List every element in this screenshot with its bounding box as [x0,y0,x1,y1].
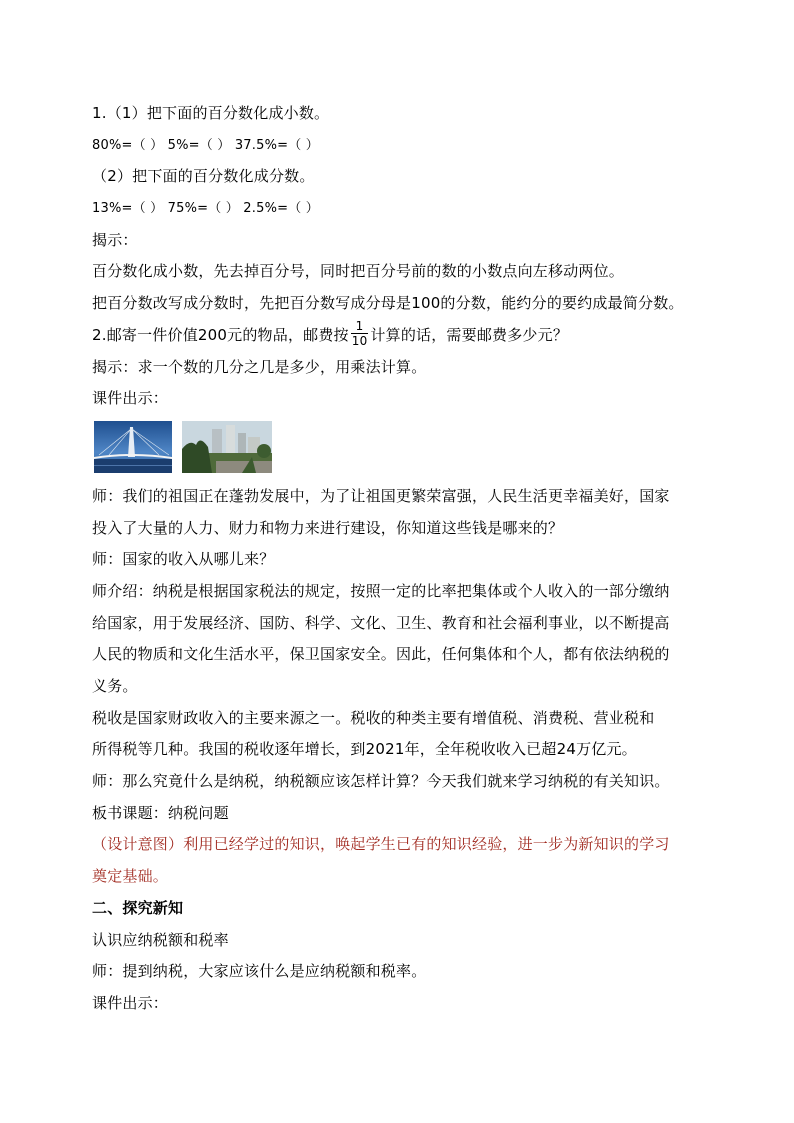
courseware-label: 课件出示： [92,389,169,408]
exercise-2 [92,320,704,352]
tax-source-1: 税收是国家财政收入的主要来源之一。税收的种类主要有增值税、消费税、营业税和 [92,708,655,727]
hint-label: 揭示： [92,230,138,249]
board-title: 板书课题：纳税问题 [92,803,229,822]
teacher-lead-in: 师：那么究竟什么是纳税，纳税额应该怎样计算？今天我们就来学习纳税的有关知识。 [92,772,670,791]
bridge-photo [94,421,172,473]
design-intent-2: 奠定基础。 [92,867,169,886]
design-intent-1: （设计意图）利用已经学过的知识，唤起学生已有的知识经验，进一步为新知识的学习 [92,835,670,854]
fraction-denominator: 10 [351,333,368,348]
exercise-1-items: 80%=（ ） 5%=（ ） 37.5%=（ ） [92,137,319,153]
teacher-question: 师：国家的收入从哪儿来？ [92,550,275,569]
teacher-line-1: 师：我们的祖国正在蓬勃发展中，为了让祖国更繁荣富强，人民生活更幸福美好，国家 [92,486,670,505]
fraction-numerator: 1 [351,319,369,334]
courseware-images [92,421,704,479]
teacher-intro-4: 义务。 [92,677,138,695]
teacher-intro-1: 师介绍：纳税是根据国家税法的规定，按照一定的比率把集体或个人收入的一部分缴纳 [92,581,670,600]
exercise-2-text-a: 2.邮寄一件价值200元的物品，邮费按 [92,325,349,344]
hint-fraction-rule: 把百分数改写成分数时，先把百分数写成分母是100的分数，能约分的要约成最简分数。 [92,294,684,313]
hint-decimal-rule: 百分数化成小数，先去掉百分号，同时把百分号前的数的小数点向左移动两位。 [92,262,625,281]
exercise-1-part2-heading: （2）把下面的百分数化成分数。 [92,167,315,186]
city-photo [182,421,272,473]
subsection-heading: 认识应纳税额和税率 [92,930,229,949]
courseware-label-2: 课件出示： [92,993,169,1012]
document-body [92,98,704,1020]
teacher-intro-2: 给国家，用于发展经济、国防、科学、文化、卫生、教育和社会福利事业，以不断提高 [92,613,670,632]
exercise-1-heading: 1.（1）把下面的百分数化成小数。 [92,104,330,122]
exercise-1-part2-items: 13%=（ ） 75%=（ ） 2.5%=（ ） [92,201,319,217]
teacher-line-2: 投入了大量的人力、财力和物力来进行建设，你知道这些钱是哪来的？ [92,518,564,537]
section-heading: 二、探究新知 [92,898,184,917]
teacher-intro-3: 人民的物质和文化生活水平，保卫国家安全。因此，任何集体和个人，都有依法纳税的 [92,645,670,664]
fraction-one-tenth [351,319,369,348]
hint-multiplication: 揭示：求一个数的几分之几是多少，用乘法计算。 [92,357,427,376]
teacher-tax-rate: 师：提到纳税，大家应该什么是应纳税额和税率。 [92,962,427,981]
exercise-2-text-b: 计算的话，需要邮费多少元？ [370,325,569,344]
tax-source-2: 所得税等几种。我国的税收逐年增长，到2021年，全年税收收入已超24万亿元。 [92,740,637,759]
